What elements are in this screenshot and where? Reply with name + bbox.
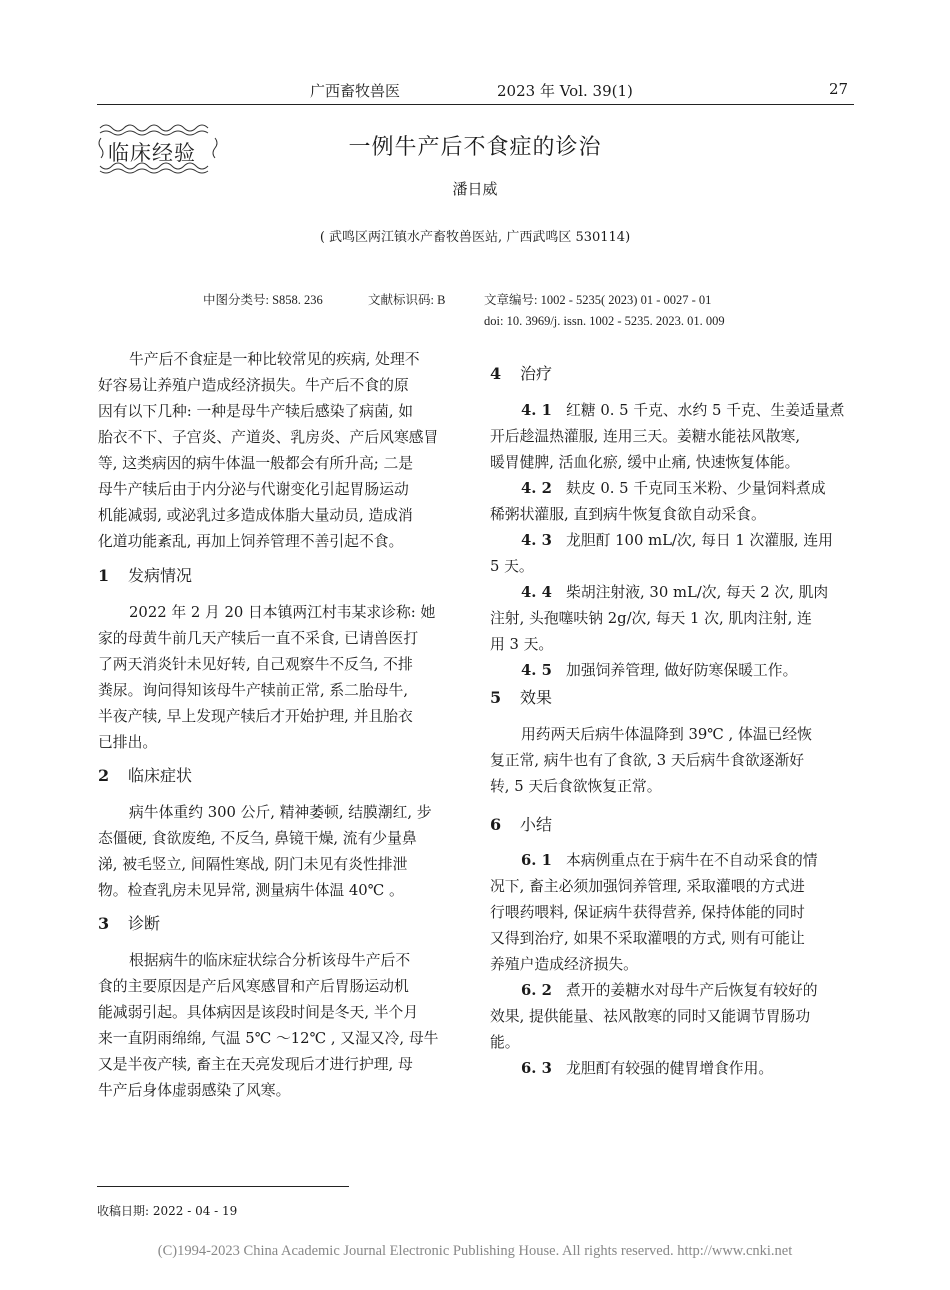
item-line: 养殖户造成经济损失。 xyxy=(490,956,638,973)
body-line: 复正常, 病牛也有了食欲, 3 天后病牛食欲逐渐好 xyxy=(490,752,805,769)
section-heading xyxy=(490,812,865,838)
section-title: 效果 xyxy=(520,688,553,707)
item-line: 暖胃健脾, 活血化瘀, 缓中止痛, 快速恢复体能。 xyxy=(490,454,800,471)
section-number: 2 xyxy=(98,766,110,785)
item-line: 用 3 天。 xyxy=(490,636,554,653)
header-rule xyxy=(97,104,854,105)
item-line: 能。 xyxy=(490,1034,520,1051)
item-line xyxy=(521,398,854,424)
section-heading xyxy=(490,361,865,387)
section-number: 6 xyxy=(490,815,502,834)
body-line: 又是半夜产犊, 畜主在天亮发现后才进行护理, 母 xyxy=(98,1056,413,1073)
body-line: 用药两天后病牛体温降到 39℃ , 体温已经恢 xyxy=(521,726,812,743)
body-line: 态僵硬, 食欲废绝, 不反刍, 鼻镜干燥, 流有少量鼻 xyxy=(98,830,417,847)
issue-info: 2023 年 Vol. 39(1) xyxy=(497,82,633,100)
intro-line: 母牛产犊后由于内分泌与代谢变化引起胃肠运动 xyxy=(98,481,409,498)
item-line xyxy=(521,1056,854,1082)
item-text: 龙胆酊有较强的健胃增食作用。 xyxy=(566,1060,774,1077)
section-heading xyxy=(98,911,473,937)
item-line xyxy=(521,658,854,684)
item-line: 5 天。 xyxy=(490,558,534,575)
item-text: 本病例重点在于病牛在不自动采食的情 xyxy=(566,852,818,869)
body-line: 涕, 被毛竖立, 间隔性寒战, 阴门未见有炎性排泄 xyxy=(98,856,408,873)
copyright-watermark: (C)1994-2023 China Academic Journal Electronic Publishing House. All rights reserved. http://www.cnki.net xyxy=(157,1243,793,1259)
item-number: 4. 3 xyxy=(521,532,552,549)
item-line xyxy=(521,848,854,874)
item-line xyxy=(521,978,854,1004)
intro-line: 等, 这类病因的病牛体温一般都会有所升高; 二是 xyxy=(98,455,414,472)
section-heading xyxy=(98,763,473,789)
item-line: 又得到治疗, 如果不采取灌喂的方式, 则有可能让 xyxy=(490,930,805,947)
item-text: 柴胡注射液, 30 mL/次, 每天 2 次, 肌肉 xyxy=(566,584,829,601)
item-number: 4. 1 xyxy=(521,402,552,419)
body-line: 物。检查乳房未见异常, 测量病牛体温 40℃ 。 xyxy=(98,882,404,899)
document-code: 文献标识码: B xyxy=(368,293,446,307)
footnote-rule xyxy=(97,1186,349,1187)
intro-line: 牛产后不食症是一种比较常见的疾病, 处理不 xyxy=(129,351,420,368)
column-label: 临床经验 xyxy=(108,141,196,165)
item-line: 效果, 提供能量、祛风散寒的同时又能调节胃肠功 xyxy=(490,1008,811,1025)
body-line: 了两天消炎针未见好转, 自己观察牛不反刍, 不排 xyxy=(98,656,413,673)
body-line: 来一直阴雨绵绵, 气温 5℃ ～12℃ , 又湿又冷, 母牛 xyxy=(98,1030,439,1047)
intro-line: 好容易让养殖户造成经济损失。牛产后不食的原 xyxy=(98,377,409,394)
body-line: 食的主要原因是产后风寒感冒和产后胃肠运动机 xyxy=(98,978,409,995)
item-number: 6. 3 xyxy=(521,1060,552,1077)
doi: doi: 10. 3969/j. issn. 1002 - 5235. 2023. 01. 009 xyxy=(484,314,725,328)
body-line: 半夜产犊, 早上发现产犊后才开始护理, 并且胎衣 xyxy=(98,708,413,725)
item-text: 龙胆酊 100 mL/次, 每日 1 次灌服, 连用 xyxy=(566,532,833,549)
section-title: 诊断 xyxy=(128,914,161,933)
body-line: 已排出。 xyxy=(98,734,158,751)
article-author: 潘日威 xyxy=(452,180,498,198)
item-number: 4. 2 xyxy=(521,480,552,497)
intro-line: 胎衣不下、子宫炎、产道炎、乳房炎、产后风寒感冒 xyxy=(98,429,439,446)
section-title: 治疗 xyxy=(520,364,553,383)
item-text: 红糖 0. 5 千克、水约 5 千克、生姜适量煮 xyxy=(566,402,845,419)
intro-line: 因有以下几种: 一种是母牛产犊后感染了病菌, 如 xyxy=(98,403,414,420)
section-number: 5 xyxy=(490,688,502,707)
item-number: 6. 1 xyxy=(521,852,552,869)
article-number: 文章编号: 1002 - 5235( 2023) 01 - 0027 - 01 xyxy=(484,293,712,307)
body-line: 能减弱引起。具体病因是该段时间是冬天, 半个月 xyxy=(98,1004,419,1021)
body-line: 转, 5 天后食欲恢复正常。 xyxy=(490,778,662,795)
intro-line: 机能减弱, 或泌乳过多造成体脂大量动员, 造成消 xyxy=(98,507,413,524)
journal-name: 广西畜牧兽医 xyxy=(310,82,401,100)
intro-line: 化道功能紊乱, 再加上饲养管理不善引起不食。 xyxy=(98,533,404,550)
clc-number: 中图分类号: S858. 236 xyxy=(203,293,323,307)
section-number: 3 xyxy=(98,914,110,933)
received-date: 收稿日期: 2022 - 04 - 19 xyxy=(97,1204,238,1218)
item-line: 行喂药喂料, 保证病牛获得营养, 保持体能的同时 xyxy=(490,904,805,921)
item-line xyxy=(521,580,854,606)
item-line: 况下, 畜主必须加强饲养管理, 采取灌喂的方式进 xyxy=(490,878,805,895)
item-number: 6. 2 xyxy=(521,982,552,999)
section-heading xyxy=(490,685,865,711)
author-affiliation: ( 武鸣区两江镇水产畜牧兽医站, 广西武鸣区 530114) xyxy=(319,230,631,245)
item-line xyxy=(521,528,854,554)
item-text: 煮开的姜糖水对母牛产后恢复有较好的 xyxy=(566,982,818,999)
section-heading xyxy=(98,563,473,589)
section-title: 临床症状 xyxy=(128,766,193,785)
item-line: 稀粥状灌服, 直到病牛恢复食欲自动采食。 xyxy=(490,506,766,523)
body-line: 根据病牛的临床症状综合分析该母牛产后不 xyxy=(129,952,411,969)
body-line: 粪尿。询问得知该母牛产犊前正常, 系二胎母牛, xyxy=(98,682,409,699)
article-title: 一例牛产后不食症的诊治 xyxy=(348,135,602,160)
item-text: 麸皮 0. 5 千克同玉米粉、少量饲料煮成 xyxy=(566,480,826,497)
item-line: 开后趁温热灌服, 连用三天。姜糖水能祛风散寒, xyxy=(490,428,801,445)
section-number: 4 xyxy=(490,364,502,383)
item-line xyxy=(521,476,854,502)
item-line: 注射, 头孢噻呋钠 2g/次, 每天 1 次, 肌肉注射, 连 xyxy=(490,610,812,627)
page-number: 27 xyxy=(829,80,849,98)
item-number: 4. 5 xyxy=(521,662,552,679)
section-title: 小结 xyxy=(520,815,553,834)
body-line: 牛产后身体虚弱感染了风寒。 xyxy=(98,1082,291,1099)
item-text: 加强饲养管理, 做好防寒保暖工作。 xyxy=(566,662,798,679)
item-number: 4. 4 xyxy=(521,584,552,601)
body-line: 病牛体重约 300 公斤, 精神萎顿, 结膜潮红, 步 xyxy=(129,804,432,821)
section-number: 1 xyxy=(98,566,110,585)
body-line: 家的母黄牛前几天产犊后一直不采食, 已请兽医打 xyxy=(98,630,419,647)
body-line: 2022 年 2 月 20 日本镇两江村韦某求诊称: 她 xyxy=(129,604,436,621)
section-title: 发病情况 xyxy=(128,566,193,585)
